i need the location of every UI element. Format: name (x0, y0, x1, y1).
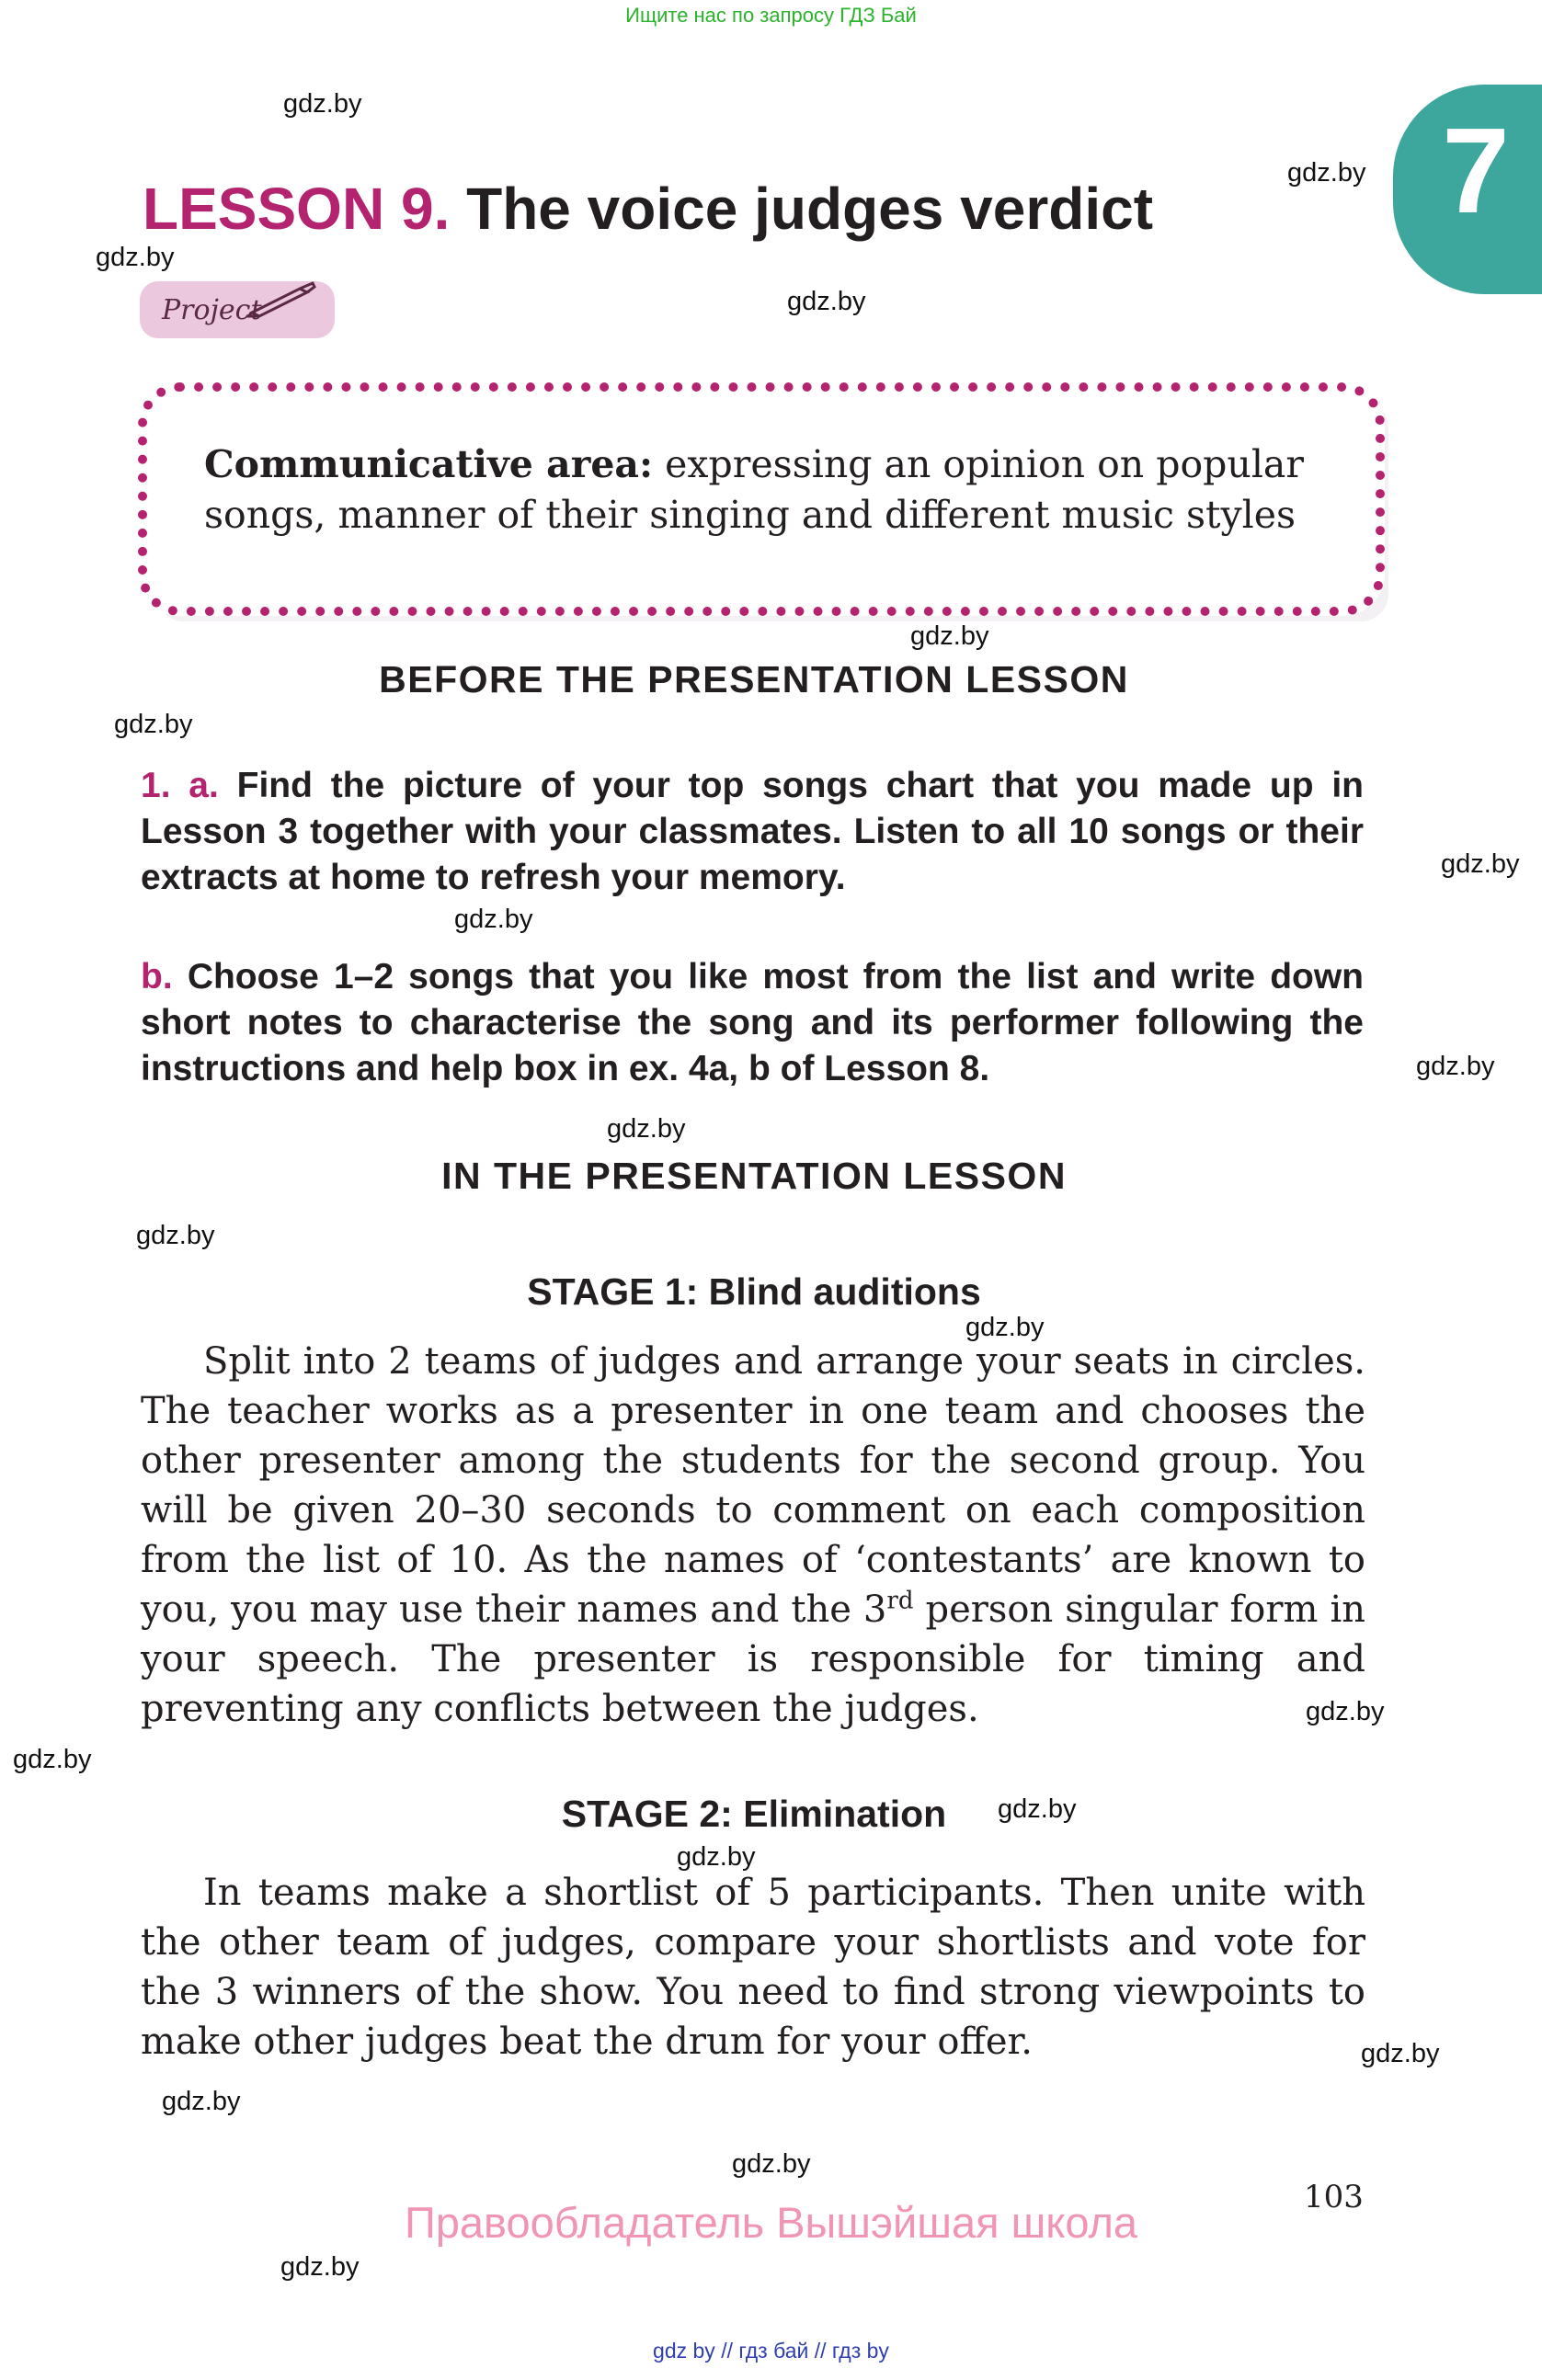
watermark: gdz.by (677, 1842, 756, 1872)
task-1a (141, 763, 1364, 901)
communicative-line2: songs, manner of their singing and different music styles (204, 493, 1296, 537)
task-1b (141, 954, 1364, 1092)
stage1-text-part2: person singular form in your speech. The presenter is responsible for timing and preventing any conflicts between the judges. (141, 1589, 1365, 1730)
lesson-number: LESSON 9. (143, 176, 451, 242)
section-heading-before: BEFORE THE PRESENTATION LESSON (379, 658, 1129, 700)
footer-note: gdz by // гдз бай // гдз by (653, 2339, 889, 2363)
stage1-title: STAGE 1: Blind auditions (527, 1270, 981, 1313)
task-1b-text: Choose 1–2 songs that you like most from the list and write down short notes to characterise the song and its performer following the instructions and help box in ex. 4a, b of Lesson 8. (141, 957, 1365, 1088)
stage1-text-part1: Split into 2 teams of judges and arrange your seats in circles. The teacher works as a presenter in one team and chooses the other presenter among the students for the second group. You will be given 20–30 seconds to comment on each composition from the list of 10. As the names of ‘contestants’ are known to you, you may use their names and the 3 (141, 1340, 1365, 1631)
watermark: gdz.by (1361, 2039, 1440, 2068)
watermark: gdz.by (114, 710, 193, 739)
task-1a-text: Find the picture of your top songs chart that you made up in Lesson 3 together with your classmates. Listen to all 10 songs or their extracts at home to refresh your memory. (141, 766, 1364, 897)
watermark: gdz.by (13, 1745, 92, 1774)
section-heading-during: IN THE PRESENTATION LESSON (441, 1155, 1067, 1197)
watermark: gdz.by (910, 621, 989, 651)
communicative-label: Communicative area: (204, 442, 654, 486)
unit-number: 7 (1442, 103, 1510, 238)
stage2-text: In teams make a shortlist of 5 participants. Then unite with the other team of judges, compare your shortlists and vote for the 3 winners of the show. You need to find strong viewpoints to make other judges beat the drum for your offer. (141, 1872, 1365, 2063)
watermark: gdz.by (162, 2087, 241, 2116)
watermark: gdz.by (787, 287, 866, 316)
watermark: gdz.by (1306, 1697, 1385, 1726)
stage2-title: STAGE 2: Elimination (561, 1793, 947, 1835)
communicative-text (204, 439, 1344, 541)
stage1-superscript: rd (886, 1587, 914, 1615)
watermark: gdz.by (732, 2149, 811, 2179)
task-1a-label: 1. a. (141, 766, 219, 805)
stage1-text (141, 1337, 1365, 1734)
watermark: gdz.by (965, 1313, 1045, 1342)
task-1b-label: b. (141, 957, 173, 996)
watermark: gdz.by (136, 1221, 215, 1250)
watermark: gdz.by (283, 89, 362, 119)
watermark: gdz.by (1416, 1052, 1495, 1081)
watermark: gdz.by (1441, 849, 1520, 879)
top-note: Ищите нас по запросу ГДЗ Бай (625, 4, 917, 27)
copyright: Правообладатель Вышэйшая школа (404, 2198, 1138, 2247)
lesson-title (143, 175, 1153, 243)
watermark: gdz.by (454, 905, 533, 934)
page-number: 103 (1304, 2179, 1364, 2215)
watermark: gdz.by (998, 1794, 1077, 1824)
project-label: Project (162, 294, 262, 326)
watermark: gdz.by (1287, 158, 1366, 188)
watermark: gdz.by (280, 2252, 360, 2282)
pen-icon (246, 281, 320, 318)
watermark: gdz.by (96, 243, 175, 272)
lesson-name: The voice judges verdict (466, 176, 1153, 242)
communicative-line1: expressing an opinion on popular (665, 442, 1304, 486)
watermark: gdz.by (607, 1114, 686, 1144)
